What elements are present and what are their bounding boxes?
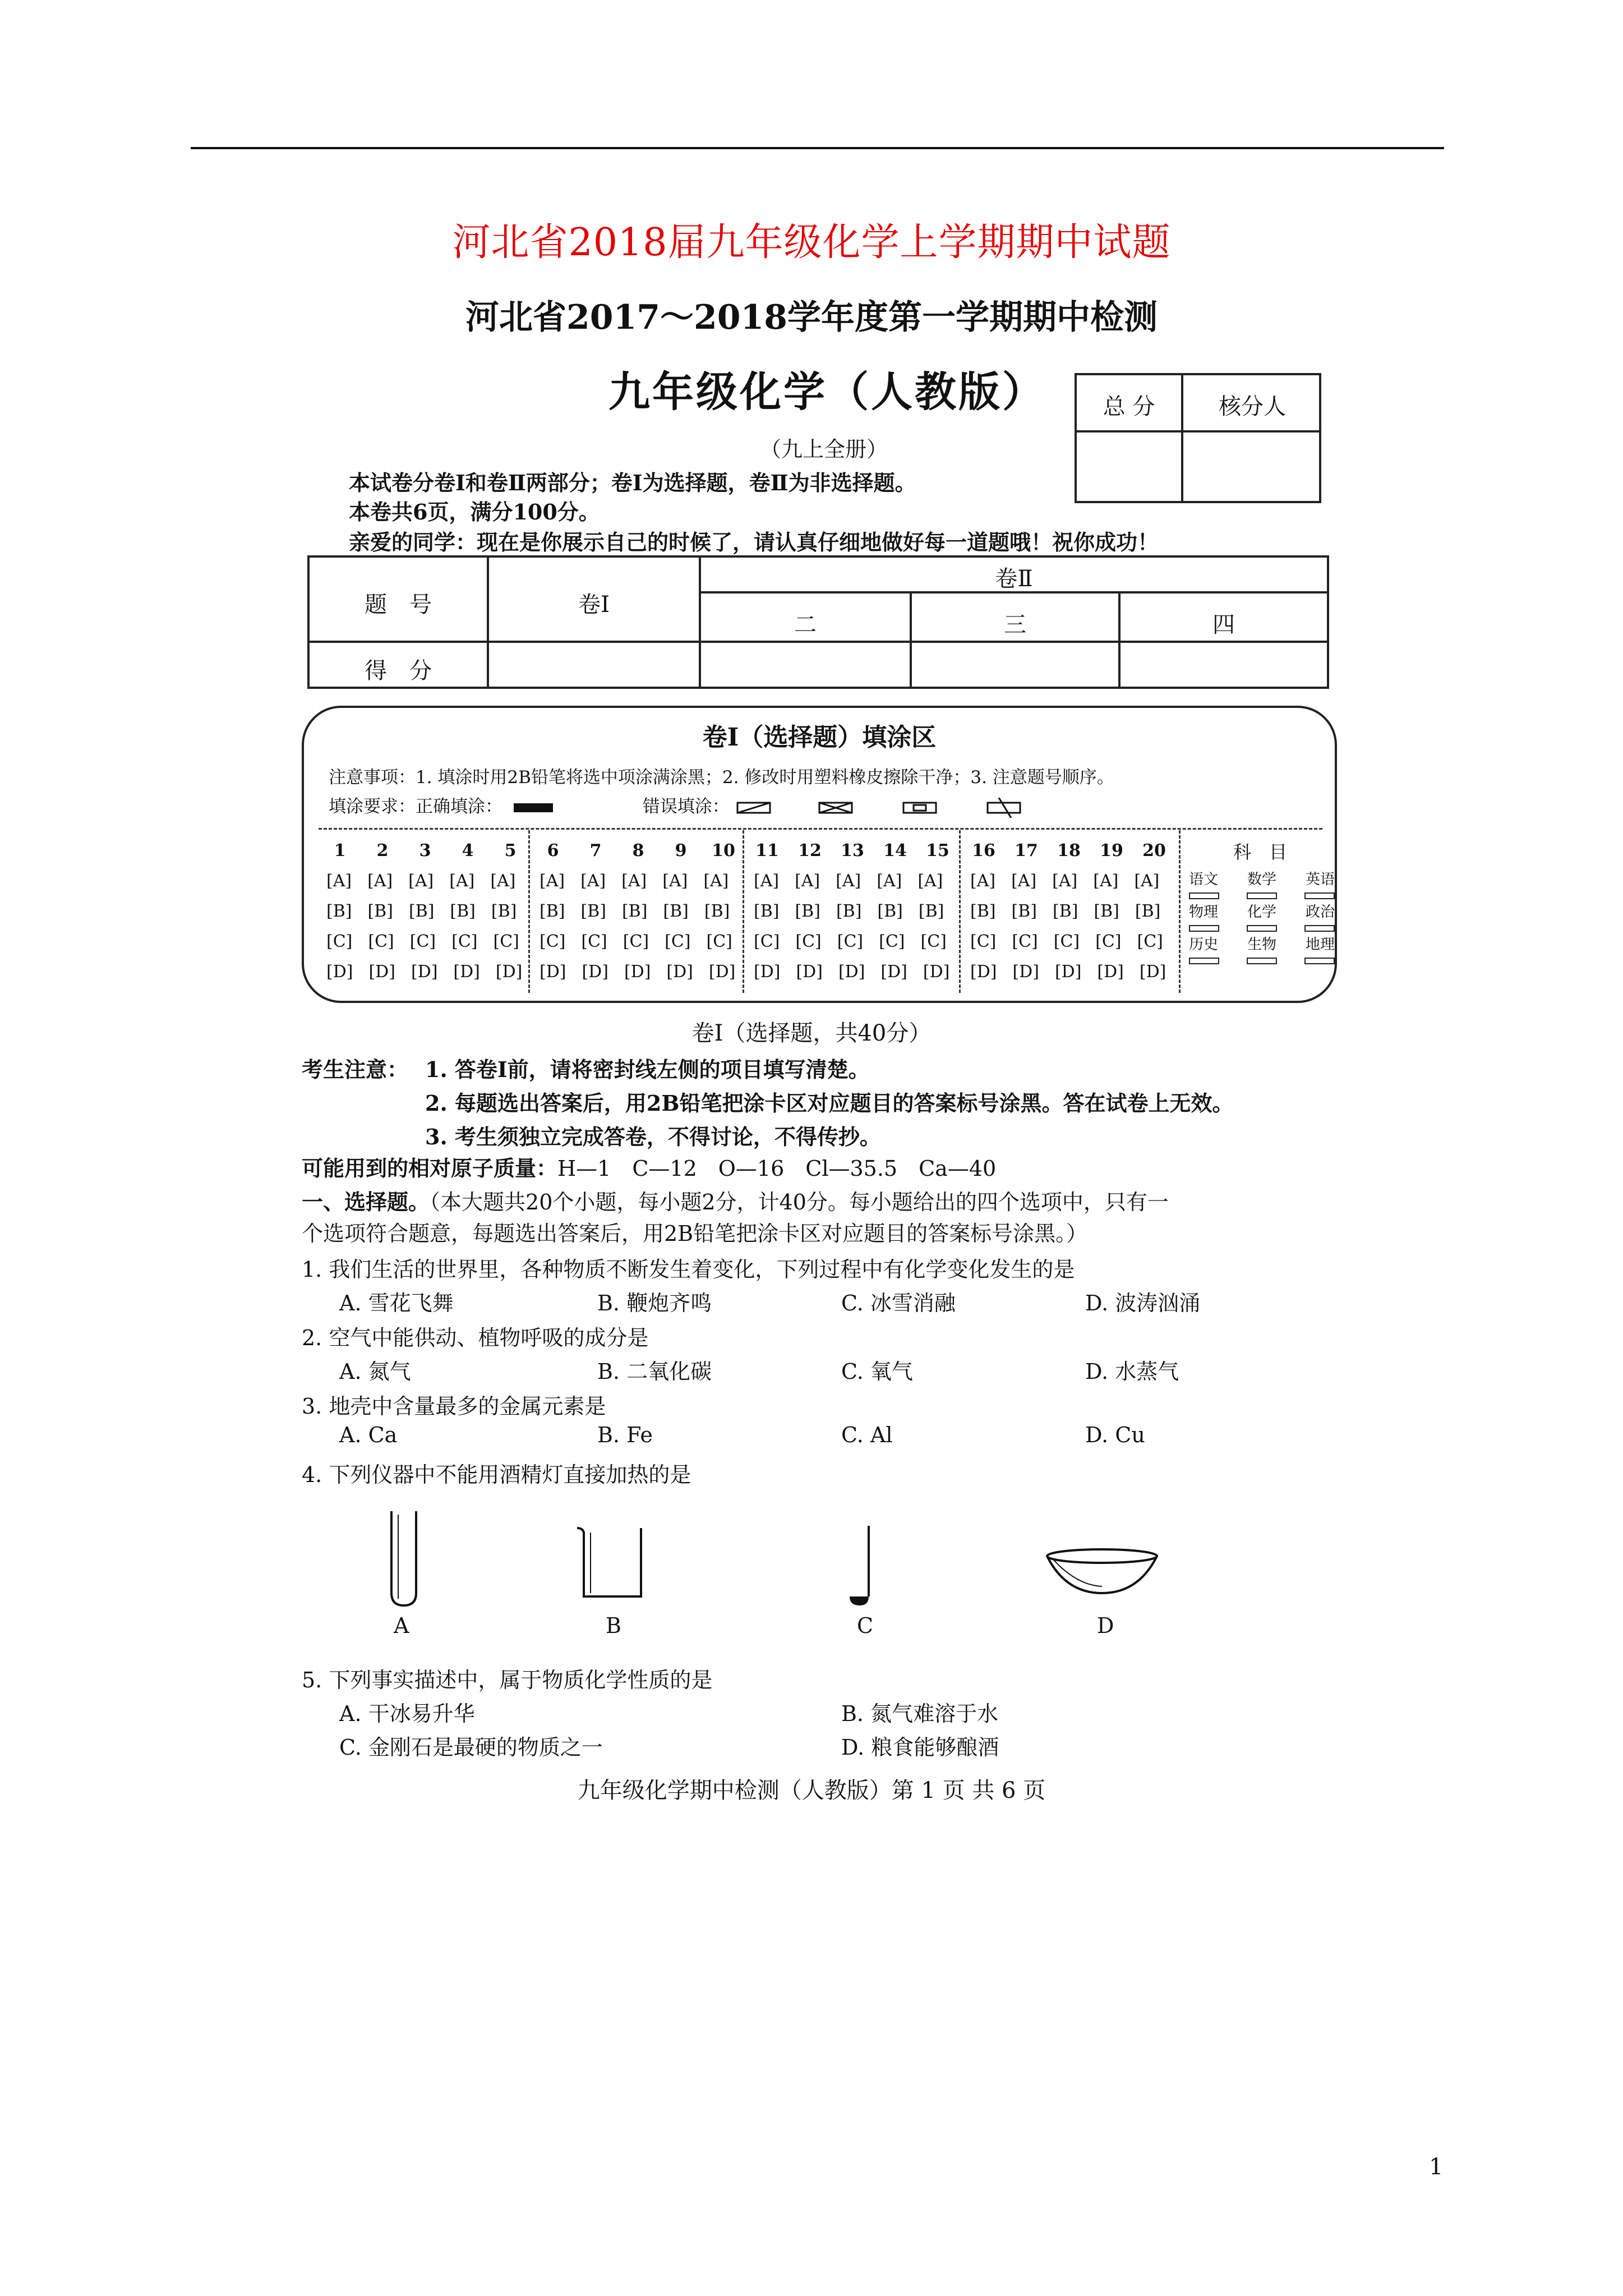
answer-group-1: 1 2 3 4 5 [A] [A] [A] [A] [A] [B] [B] [B] [B] [B] [C] [C] [C] [C] [C] [D] [D] [D] [D] [D] [326, 841, 523, 982]
q1-option-d: D. 波涛汹涌 [1085, 1291, 1201, 1315]
part2-label: 卷Ⅱ [995, 566, 1033, 592]
wrong-fill-marks [735, 798, 1072, 818]
fill-requirement [329, 792, 1072, 818]
total-score-label: 总 分 [1103, 394, 1155, 420]
fill-divider-1 [528, 830, 530, 993]
answer-fill-area [302, 706, 1337, 1003]
exam-subtitle: 河北省2017～2018学年度第一学期期中检测 [465, 298, 1158, 337]
score-row-label: 得 分 [365, 658, 432, 684]
section1-title: 一、选择题。 [302, 1189, 430, 1214]
part2-col-2: 二 [794, 612, 817, 638]
info-line-3: 亲爱的同学：现在是你展示自己的时候了，请认真仔细地做好每一道题哦！祝你成功！ [349, 530, 1159, 555]
question-5-stem: 5. 下列事实描述中，属于物质化学性质的是 [302, 1668, 713, 1692]
part2-col-3: 三 [1004, 612, 1026, 638]
answer-group-2: 6 7 8 9 10 [A] [A] [A] [A] [A] [B] [B] [B] [B] [B] [C] [C] [C] [C] [C] [D] [D] [D] [D] [D] [540, 841, 736, 982]
part1-heading: 卷Ⅰ（选择题，共40分） [691, 1020, 932, 1046]
question-1-stem: 1. 我们生活的世界里，各种物质不断发生着变化，下列过程中有化学变化发生的是 [302, 1257, 1075, 1282]
q3-option-c: C. Al [841, 1423, 893, 1447]
page-footer: 九年级化学期中检测（人教版）第 1 页 共 6 页 [577, 1778, 1046, 1803]
subject-label: 科 目 [1233, 841, 1287, 863]
q3-option-d: D. Cu [1085, 1423, 1145, 1447]
q1-option-c: C. 冰雪消融 [841, 1291, 956, 1315]
q1-option-a: A. 雪花飞舞 [339, 1291, 454, 1315]
test-tube-icon [387, 1509, 421, 1610]
evaporating-dish-icon [1043, 1546, 1161, 1596]
question-3-stem: 3. 地壳中含量最多的金属元素是 [302, 1394, 606, 1419]
q4-option-b: B [606, 1613, 621, 1638]
exam-scope: （九上全册） [760, 437, 888, 462]
q3-option-b: B. Fe [597, 1423, 653, 1447]
q2-option-b: B. 二氧化碳 [597, 1359, 712, 1384]
q5-option-c: C. 金刚石是最硬的物质之一 [339, 1735, 603, 1760]
fill-divider-3 [959, 830, 961, 993]
note-3: 3. 考生须独立完成答卷，不得讨论，不得传抄。 [425, 1124, 881, 1149]
atomic-mass-values: H—1 C—12 O—16 Cl—35.5 Ca—40 [557, 1156, 997, 1181]
info-line-1: 本试卷分卷Ⅰ和卷Ⅱ两部分；卷Ⅰ为选择题，卷Ⅱ为非选择题。 [349, 470, 916, 495]
question-4-stem: 4. 下列仪器中不能用酒精灯直接加热的是 [302, 1462, 691, 1487]
correct-fill-label: 填涂要求：正确填涂： [329, 797, 502, 817]
document-title: 河北省2018届九年级化学上学期期中试题 [452, 220, 1171, 265]
top-rule [191, 147, 1444, 149]
fill-divider-2 [743, 830, 744, 993]
q4-option-a: A [394, 1613, 409, 1638]
section1-desc2: 个选项符合题意，每题选出答案后，用2B铅笔把涂卡区对应题目的答案标号涂黑。） [302, 1221, 1088, 1246]
question-number-label: 题 号 [365, 592, 432, 618]
q2-option-c: C. 氧气 [841, 1359, 913, 1384]
answer-group-3: 11 12 13 14 15 [A] [A] [A] [A] [A] [B] [B] [B] [B] [B] [C] [C] [C] [C] [C] [D] [D] [D] [D] [D] [754, 841, 950, 982]
section1-desc1: （本大题共20个小题，每小题2分，计40分。每小题给出的四个选项中，只有一 [430, 1190, 1169, 1214]
q5-option-a: A. 干冰易升华 [339, 1701, 475, 1726]
atomic-mass-line [302, 1151, 996, 1182]
page-number: 1 [1429, 2154, 1444, 2180]
q3-option-a: A. Ca [339, 1423, 398, 1447]
q5-option-b: B. 氮气难溶于水 [841, 1701, 999, 1726]
fill-divider-4 [1179, 830, 1181, 993]
exam-main-title: 九年级化学（人教版） [608, 368, 1046, 416]
q2-option-d: D. 水蒸气 [1085, 1359, 1179, 1384]
info-line-2: 本卷共6页，满分100分。 [349, 499, 600, 524]
question-2-stem: 2. 空气中能供动、植物呼吸的成分是 [302, 1326, 649, 1350]
checker-label: 核分人 [1219, 394, 1286, 420]
q5-option-d: D. 粮食能够酿酒 [841, 1735, 999, 1760]
note-2: 2. 每题选出答案后，用2B铅笔把涂卡区对应题目的答案标号涂黑。答在试卷上无效。 [425, 1091, 1234, 1116]
q2-option-a: A. 氮气 [339, 1359, 411, 1384]
correct-fill-mark [514, 803, 553, 812]
wrong-fill-label: 错误填涂： [642, 797, 730, 817]
part2-col-4: 四 [1212, 612, 1235, 638]
subject-grid: 语文 数学 英语 物理 化学 政治 历史 生物 地理 [1189, 867, 1335, 965]
fill-divider [319, 828, 1322, 830]
combustion-spoon-icon [844, 1524, 878, 1608]
total-score-box [1075, 373, 1321, 503]
beaker-icon [575, 1525, 648, 1603]
q4-option-c: C [857, 1613, 874, 1638]
atomic-mass-label: 可能用到的相对原子质量： [302, 1156, 558, 1181]
score-table [307, 555, 1329, 689]
fill-area-title: 卷Ⅰ（选择题）填涂区 [702, 723, 937, 752]
note-1: 1. 答卷Ⅰ前，请将密封线左侧的项目填写清楚。 [425, 1057, 870, 1082]
q4-option-d: D [1097, 1613, 1114, 1638]
notes-label: 考生注意： [302, 1057, 409, 1082]
q1-option-b: B. 鞭炮齐鸣 [597, 1291, 712, 1315]
answer-group-4: 16 17 18 19 20 [A] [A] [A] [A] [A] [B] [B] [B] [B] [B] [C] [C] [C] [C] [C] [D] [D] [D] [D] [D] [970, 841, 1166, 982]
fill-notice: 注意事项：1. 填涂时用2B铅笔将选中项涂满涂黑；2. 修改时用塑料橡皮擦除干净；3. 注意题号顺序。 [329, 767, 1114, 788]
section1-line1 [302, 1185, 1169, 1216]
part1-label: 卷Ⅰ [578, 592, 610, 618]
